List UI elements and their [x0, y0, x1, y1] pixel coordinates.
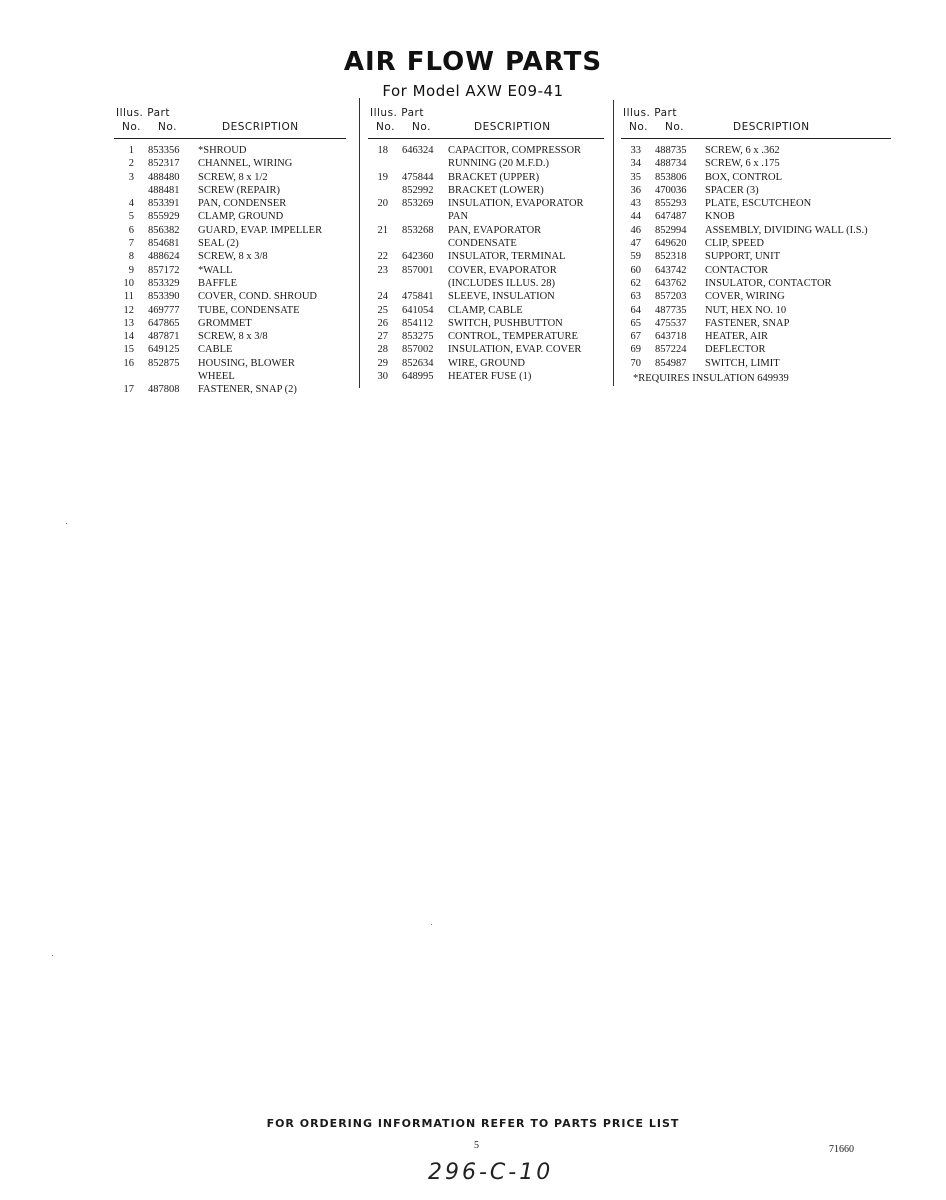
part-number: 853275 [402, 331, 434, 343]
part-row [114, 277, 346, 290]
part-description: CAPACITOR, COMPRESSOR [448, 145, 582, 156]
illus-number: 14 [123, 331, 134, 343]
part-number: 488480 [148, 171, 180, 183]
part-description: GROMMET [198, 317, 252, 329]
part-description: *SHROUD [198, 145, 247, 156]
part-number: 487808 [148, 384, 180, 396]
column-header [368, 104, 604, 139]
part-number: 852992 [402, 184, 434, 196]
part-number: 487871 [148, 331, 180, 343]
part-description: FASTENER, SNAP [705, 317, 790, 329]
part-row [621, 317, 891, 330]
part-description: SCREW, 8 x 3/8 [198, 331, 268, 343]
illus-number: 20 [377, 198, 388, 210]
part-row [368, 304, 604, 317]
illus-number: 46 [630, 224, 641, 236]
part-description: *WALL [198, 264, 233, 276]
part-row [114, 171, 346, 184]
part-description: HOUSING, BLOWER [198, 357, 295, 369]
illus-number: 6 [128, 224, 134, 236]
illus-number: 5 [128, 211, 134, 223]
part-row [368, 357, 604, 370]
illus-no-header: No. [376, 121, 395, 133]
part-row [621, 304, 891, 317]
part-description: INSULATION, EVAPORATOR [448, 198, 584, 210]
part-number: 488735 [655, 145, 687, 156]
ordering-info-footer: FOR ORDERING INFORMATION REFER TO PARTS PRICE LIST [266, 1117, 680, 1130]
part-number: 854681 [148, 238, 180, 250]
part-row [368, 210, 604, 223]
part-row [621, 197, 891, 210]
part-row [368, 144, 604, 157]
part-number: 648995 [402, 371, 434, 383]
part-description: HEATER FUSE (1) [448, 371, 532, 383]
part-row [114, 224, 346, 237]
part-number: 857002 [402, 344, 434, 356]
illus-number: 4 [128, 198, 134, 210]
part-row [621, 357, 891, 370]
part-description: DEFLECTOR [705, 344, 766, 356]
part-description: COVER, COND. SHROUD [198, 291, 318, 303]
part-row [621, 237, 891, 250]
parts-column-1 [114, 104, 346, 397]
part-number: 857203 [655, 291, 687, 303]
illus-number: 63 [630, 291, 641, 303]
part-number: 646324 [402, 145, 434, 156]
part-number: 853269 [402, 198, 434, 210]
part-number: 853268 [402, 224, 434, 236]
part-number: 853390 [148, 291, 180, 303]
part-description: INSULATOR, CONTACTOR [705, 277, 832, 289]
illus-number: 13 [123, 317, 134, 329]
part-row [114, 197, 346, 210]
part-description: NUT, HEX NO. 10 [705, 304, 787, 316]
illus-number: 24 [377, 291, 388, 303]
part-number: 855293 [655, 198, 687, 210]
parts-list [114, 144, 346, 397]
part-row [114, 357, 346, 370]
scan-speck [52, 955, 53, 956]
part-description: CHANNEL, WIRING [198, 158, 293, 170]
illus-number: 36 [630, 184, 641, 196]
part-row [114, 330, 346, 343]
part-no-header: No. [665, 121, 684, 133]
part-description: GUARD, EVAP. IMPELLER [198, 224, 323, 236]
part-description: INSULATION, EVAP. COVER [448, 344, 582, 356]
part-number: 852317 [148, 158, 180, 170]
part-row [368, 237, 604, 250]
illus-number: 62 [630, 277, 641, 289]
part-description: BRACKET (LOWER) [448, 184, 544, 196]
part-description: HEATER, AIR [705, 331, 768, 343]
column-header [114, 104, 346, 139]
part-description: BAFFLE [198, 277, 238, 289]
part-description: SLEEVE, INSULATION [448, 291, 555, 303]
parts-list [621, 144, 891, 370]
illus-number: 30 [377, 371, 388, 383]
part-no-header: No. [412, 121, 431, 133]
part-description: COVER, EVAPORATOR [448, 264, 557, 276]
illus-number: 35 [630, 171, 641, 183]
part-description: INSULATOR, TERMINAL [448, 251, 566, 263]
part-row [114, 144, 346, 157]
part-description: FASTENER, SNAP (2) [198, 384, 297, 396]
illus-number: 1 [128, 145, 134, 156]
part-description: PAN [448, 211, 469, 223]
part-description: PAN, CONDENSER [198, 198, 287, 210]
part-description: SCREW, 8 x 1/2 [198, 171, 268, 183]
part-description: ASSEMBLY, DIVIDING WALL (I.S.) [705, 224, 868, 236]
illus-number: 2 [128, 158, 134, 170]
part-number: 857172 [148, 264, 180, 276]
part-row [621, 250, 891, 263]
part-number: 488624 [148, 251, 180, 263]
part-row [114, 304, 346, 317]
model-subtitle: For Model AXW E09-41 [382, 82, 564, 100]
part-description: SCREW, 8 x 3/8 [198, 251, 268, 263]
handwritten-reference: 296-C-10 [428, 1160, 554, 1185]
part-description: BRACKET (UPPER) [448, 171, 540, 183]
part-row [114, 290, 346, 303]
part-row [114, 264, 346, 277]
illus-number: 11 [123, 291, 134, 303]
illus-number: 44 [630, 211, 641, 223]
illus-number: 25 [377, 304, 388, 316]
part-number: 853329 [148, 277, 180, 289]
parts-column-3 [621, 104, 891, 370]
illus-number: 19 [377, 171, 388, 183]
page-number: 5 [474, 1140, 479, 1151]
part-description: BOX, CONTROL [705, 171, 783, 183]
part-row [368, 330, 604, 343]
part-description: SWITCH, PUSHBUTTON [448, 317, 563, 329]
part-row [621, 171, 891, 184]
part-row [114, 157, 346, 170]
part-description: SEAL (2) [198, 238, 239, 250]
part-description: SUPPORT, UNIT [705, 251, 781, 263]
part-row [621, 290, 891, 303]
part-number: 475844 [402, 171, 434, 183]
part-number: 852318 [655, 251, 687, 263]
illus-number: 18 [377, 145, 388, 156]
column-divider [359, 98, 360, 388]
part-description: COVER, WIRING [705, 291, 785, 303]
parts-column-2 [368, 104, 604, 383]
part-number: 642360 [402, 251, 434, 263]
part-row [114, 343, 346, 356]
part-row [368, 277, 604, 290]
column-header [621, 104, 891, 139]
illus-number: 21 [377, 224, 388, 236]
part-number: 649125 [148, 344, 180, 356]
illus-number: 22 [377, 251, 388, 263]
part-number: 853806 [655, 171, 687, 183]
part-number: 852875 [148, 357, 180, 369]
part-row [114, 237, 346, 250]
part-description: WIRE, GROUND [448, 357, 525, 369]
illus-number: 15 [123, 344, 134, 356]
part-number: 643762 [655, 277, 687, 289]
part-description: CONTROL, TEMPERATURE [448, 331, 578, 343]
parts-list [368, 144, 604, 383]
part-row [621, 210, 891, 223]
part-description: CLAMP, CABLE [448, 304, 523, 316]
part-description: WHEEL [198, 371, 235, 383]
illus-number: 16 [123, 357, 134, 369]
illus-number: 69 [630, 344, 641, 356]
illus-number: 9 [128, 264, 134, 276]
illus-number: 8 [128, 251, 134, 263]
illus-number: 28 [377, 344, 388, 356]
scan-speck [431, 924, 432, 925]
part-row [368, 197, 604, 210]
part-number: 853391 [148, 198, 180, 210]
illus-no-header: No. [122, 121, 141, 133]
part-number: 647487 [655, 211, 687, 223]
illus-no-header: No. [629, 121, 648, 133]
part-row [621, 144, 891, 157]
part-number: 488481 [148, 184, 180, 196]
part-row [114, 383, 346, 396]
part-row [368, 264, 604, 277]
illus-number: 10 [123, 277, 134, 289]
document-number: 71660 [829, 1144, 854, 1155]
part-number: 852634 [402, 357, 434, 369]
part-number: 647865 [148, 317, 180, 329]
illus-number: 67 [630, 331, 641, 343]
part-description: SCREW, 6 x .175 [705, 158, 780, 170]
part-description: CONTACTOR [705, 264, 769, 276]
part-description: CONDENSATE [448, 238, 517, 250]
part-row [114, 317, 346, 330]
description-header: DESCRIPTION [474, 121, 551, 133]
part-row [621, 330, 891, 343]
part-number: 643718 [655, 331, 687, 343]
part-description: SPACER (3) [705, 184, 759, 196]
part-row [621, 184, 891, 197]
part-number: 469777 [148, 304, 180, 316]
part-row [621, 343, 891, 356]
column-divider [613, 100, 614, 386]
insulation-note: *REQUIRES INSULATION 649939 [633, 373, 789, 384]
illus-number: 60 [630, 264, 641, 276]
part-row [368, 370, 604, 383]
part-row [114, 250, 346, 263]
illus-number: 17 [123, 384, 134, 396]
part-row [368, 157, 604, 170]
illus-number: 23 [377, 264, 388, 276]
illus-number: 70 [630, 357, 641, 369]
part-number: 487735 [655, 304, 687, 316]
illus-number: 64 [630, 304, 641, 316]
part-row [621, 157, 891, 170]
illus-number: 33 [630, 145, 641, 156]
illus-number: 65 [630, 317, 641, 329]
part-number: 852994 [655, 224, 687, 236]
part-description: TUBE, CONDENSATE [198, 304, 300, 316]
illus-number: 34 [630, 158, 641, 170]
part-number: 475841 [402, 291, 434, 303]
part-row [368, 343, 604, 356]
illus-number: 47 [630, 238, 641, 250]
part-number: 649620 [655, 238, 687, 250]
page-title: AIR FLOW PARTS [343, 47, 603, 77]
illus-part-header: Illus. Part [623, 107, 677, 119]
part-number: 855929 [148, 211, 180, 223]
part-number: 488734 [655, 158, 687, 170]
part-row [368, 317, 604, 330]
illus-number: 3 [128, 171, 134, 183]
illus-number: 12 [123, 304, 134, 316]
part-number: 857001 [402, 264, 434, 276]
illus-number: 27 [377, 331, 388, 343]
part-description: PAN, EVAPORATOR [448, 224, 542, 236]
part-number: 854112 [402, 317, 434, 329]
part-number: 856382 [148, 224, 180, 236]
part-row [114, 184, 346, 197]
part-description: RUNNING (20 M.F.D.) [448, 158, 549, 170]
part-description: SCREW, 6 x .362 [705, 145, 780, 156]
part-row [368, 290, 604, 303]
illus-number: 59 [630, 251, 641, 263]
part-number: 475537 [655, 317, 687, 329]
part-row [621, 277, 891, 290]
part-description: KNOB [705, 211, 735, 223]
illus-part-header: Illus. Part [370, 107, 424, 119]
part-number: 857224 [655, 344, 687, 356]
part-row [114, 210, 346, 223]
description-header: DESCRIPTION [222, 121, 299, 133]
part-description: (INCLUDES ILLUS. 28) [448, 277, 556, 289]
part-row [368, 171, 604, 184]
illus-number: 29 [377, 357, 388, 369]
part-description: CLIP, SPEED [705, 238, 764, 250]
scan-speck [66, 523, 67, 524]
part-description: CLAMP, GROUND [198, 211, 284, 223]
part-number: 643742 [655, 264, 687, 276]
part-no-header: No. [158, 121, 177, 133]
illus-part-header: Illus. Part [116, 107, 170, 119]
part-row [114, 370, 346, 383]
part-row [621, 264, 891, 277]
part-description: SWITCH, LIMIT [705, 357, 780, 369]
part-row [621, 224, 891, 237]
illus-number: 26 [377, 317, 388, 329]
part-row [368, 250, 604, 263]
description-header: DESCRIPTION [733, 121, 810, 133]
part-number: 470036 [655, 184, 687, 196]
part-number: 854987 [655, 357, 687, 369]
part-description: CABLE [198, 344, 233, 356]
part-number: 641054 [402, 304, 434, 316]
illus-number: 7 [128, 238, 134, 250]
part-row [368, 224, 604, 237]
part-description: PLATE, ESCUTCHEON [705, 198, 812, 210]
part-row [368, 184, 604, 197]
part-description: SCREW (REPAIR) [198, 184, 280, 196]
illus-number: 43 [630, 198, 641, 210]
part-number: 853356 [148, 145, 180, 156]
